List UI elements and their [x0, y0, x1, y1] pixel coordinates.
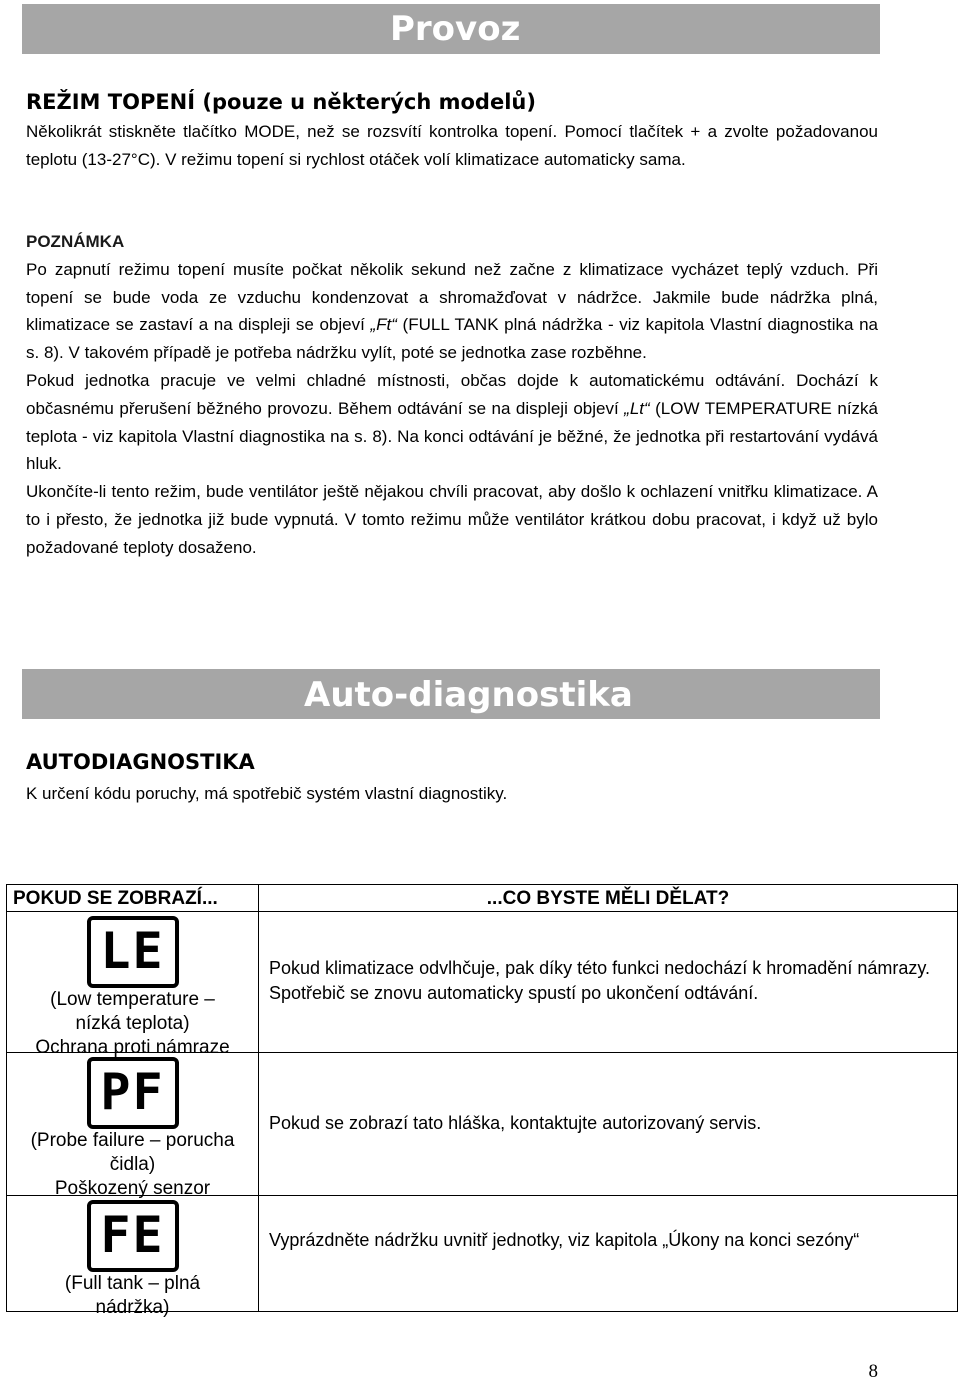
section-banner-auto-diagnostics: [22, 669, 880, 719]
lt-symbol: „Lt“: [624, 398, 650, 418]
note-paragraph-3: Ukončíte-li tento režim, bude ventilátor ještě nějakou chvíli pracovat, aby došlo k ochlazení vnitřku klimatizace. A to i přesto, že jednotka již bude vypnutá. V tomto režimu může ventilátor krátkou dobu pracovat, i když už bylo požadované teploty dosaženo.: [26, 482, 878, 557]
heating-mode-heading: REŽIM TOPENÍ (pouze u některých modelů): [26, 90, 536, 114]
autodiagnostics-heading: AUTODIAGNOSTIKA: [26, 750, 255, 774]
page-number: 8: [868, 1361, 878, 1382]
table-row-ft-action: Vyprázdněte nádržku uvnitř jednotky, viz kapitola „Úkony na konci sezóny“: [269, 1230, 860, 1250]
table-row-lt-action: Pokud klimatizace odvlhčuje, pak díky této funkci nedochází k hromadění námrazy. Spotřebič se znovu automaticky spustí po ukončení odtávání.: [259, 912, 957, 1053]
table-header-action: ...CO BYSTE MĚLI DĚLAT?: [259, 885, 957, 912]
table-header-display: POKUD SE ZOBRAZÍ...: [7, 885, 259, 912]
heating-mode-text: Několikrát stiskněte tlačítko MODE, než se rozsvítí kontrolka topení. Pomocí tlačítek + a zvolte požadovanou teplotu (13-27°C). V režimu topení si rychlost otáček volí klimatizace automaticky sama.: [26, 122, 878, 169]
lcd-display-lt: LE: [87, 916, 179, 988]
table-row-ft-display: FE (Full tank – plná nádržka): [7, 1196, 259, 1311]
lcd-display-pf: PF: [87, 1057, 179, 1129]
table-row-pf-display: PF (Probe failure – porucha čidla) Poškozený senzor: [7, 1053, 259, 1196]
section-banner-operation: [22, 4, 880, 54]
note-heading: POZNÁMKA: [26, 232, 125, 251]
table-row-lt-display: LE (Low temperature – nízká teplota) Ochrana proti námraze: [7, 912, 259, 1053]
ft-symbol: „Ft“: [370, 315, 397, 335]
autodiagnostics-text: K určení kódu poruchy, má spotřebič systém vlastní diagnostiky.: [26, 784, 508, 803]
lcd-display-ft: FE: [87, 1200, 179, 1272]
diagnostics-table: [6, 884, 958, 1318]
note-paragraph-2: Pokud jednotka pracuje ve velmi chladné místnosti, občas dojde k automatickému odtávání. Dochází k občasnému přerušení běžného provozu. Během odtávání se na displeji objeví „Lt“ (LOW TEMPERATURE nízká teplota - viz kapitola Vlastní diagnostika na s. 8). Na konci odtávání je běžné, že jednotka při restartování vydává hluk.: [26, 370, 878, 474]
section-title-auto-diagnostics: Auto-diagnostika: [304, 675, 633, 715]
note-paragraph-1: Po zapnutí režimu topení musíte počkat několik sekund než začne z klimatizace vycházet teplý vzduch. Při topení se bude voda ze vzduchu kondenzovat a shromažďovat v nádržce. Jakmile bude nádržka plná, klimatizace se zastaví a na displeji se objeví „Ft“ (FULL TANK plná nádržka - viz kapitola Vlastní diagnostika na s. 8). V takovém případě je potřeba nádržku vylít, poté se jednotka zase rozběhne.: [26, 259, 879, 363]
table-row-pf-action: Pokud se zobrazí tato hláška, kontaktujte autorizovaný servis.: [259, 1053, 957, 1196]
note-block: [26, 228, 878, 562]
section-title-operation: Provoz: [390, 9, 521, 49]
